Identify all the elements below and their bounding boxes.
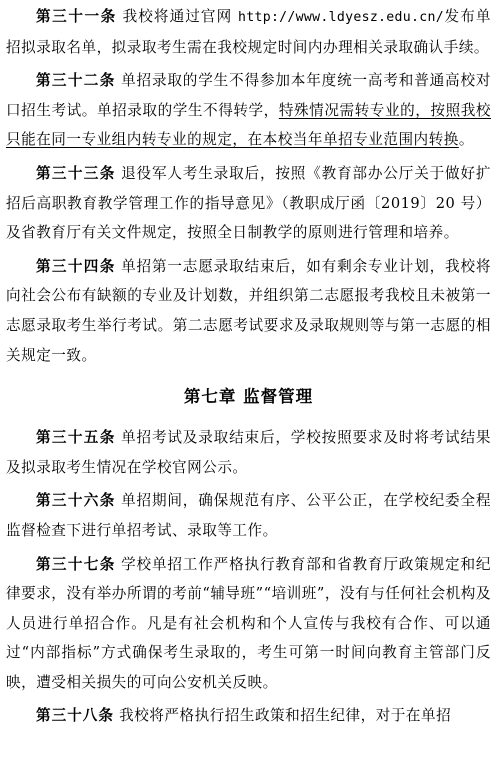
article-33-paragraph — [6, 159, 491, 248]
article-32-underlined-text: 特殊情况需转专业的，按照我校只能在同一专业组内转专业的规定，在本校当年单招专业范围内转换 — [6, 101, 491, 149]
chapter-7-heading: 第七章 监督管理 — [183, 387, 314, 407]
article-32-text-a: 单招录取的学生不得参加本年度统一高考和普通高校对口招生考试。单招录取的学生不得转学， — [6, 72, 491, 119]
article-36-number: 第三十六条 — [36, 492, 116, 510]
article-31-text-b: 发布单招拟录取名单，拟录取考生需在我校规定时间内办理相关录取确认手续。 — [6, 8, 491, 56]
article-37-paragraph — [6, 550, 491, 698]
article-36-paragraph — [6, 486, 491, 545]
article-32-paragraph — [6, 66, 491, 155]
article-35-paragraph — [6, 423, 491, 482]
article-38-text: 我校将严格执行招生政策和招生纪律，对于在单招 — [113, 707, 452, 725]
article-35-number: 第三十五条 — [36, 429, 116, 447]
article-38-number: 第三十八条 — [36, 707, 114, 725]
article-38-paragraph — [6, 701, 491, 731]
article-34-paragraph — [6, 252, 491, 370]
article-37-number: 第三十七条 — [36, 555, 116, 573]
article-32-text-b: 。 — [458, 131, 474, 149]
school-website-link[interactable]: http://www.ldyesz.edu.cn/ — [237, 10, 444, 25]
article-36-text: 单招期间，确保规范有序、公平公正，在学校纪委全程监督检查下进行单招考试、录取等工作。 — [6, 492, 491, 539]
article-37-text: 学校单招工作严格执行教育部和省教育厅政策规定和纪律要求，没有举办所谓的考前“辅导班”“培训班”，没有与任何社会机构及人员进行单招合作。凡是有社会机构和个人宣传与我校有合作、可以通过“内部指标”方式确保考生录取的，考生可第一时间向教育主管部门反映，遭受相关损失的可向公安机关反映。 — [6, 555, 491, 691]
article-32-number: 第三十二条 — [36, 72, 116, 90]
article-35-text: 单招考试及录取结束后，学校按照要求及时将考试结果及拟录取考生情况在学校官网公示。 — [6, 429, 491, 476]
article-34-number: 第三十四条 — [36, 257, 116, 275]
article-34-text: 单招第一志愿录取结束后，如有剩余专业计划，我校将向社会公布有缺额的专业及计划数，并组织第二志愿报考我校且未被第一志愿录取考生举行考试。第二志愿考试要求及录取规则等与第一志愿的相关规定一致。 — [6, 257, 491, 364]
article-31-paragraph — [6, 2, 491, 62]
article-33-text: 退役军人考生录取后，按照《教育部办公厅关于做好扩招后高职教育教学管理工作的指导意见》（教职成厅函〔2019〕20 号）及省教育厅有关文件规定，按照全日制教学的原则进行管理和培养。 — [6, 164, 491, 242]
article-33-number: 第三十三条 — [36, 164, 116, 182]
article-31-number: 第三十一条 — [36, 8, 117, 25]
article-31-text-a: 我校将通过官网 — [116, 8, 238, 25]
